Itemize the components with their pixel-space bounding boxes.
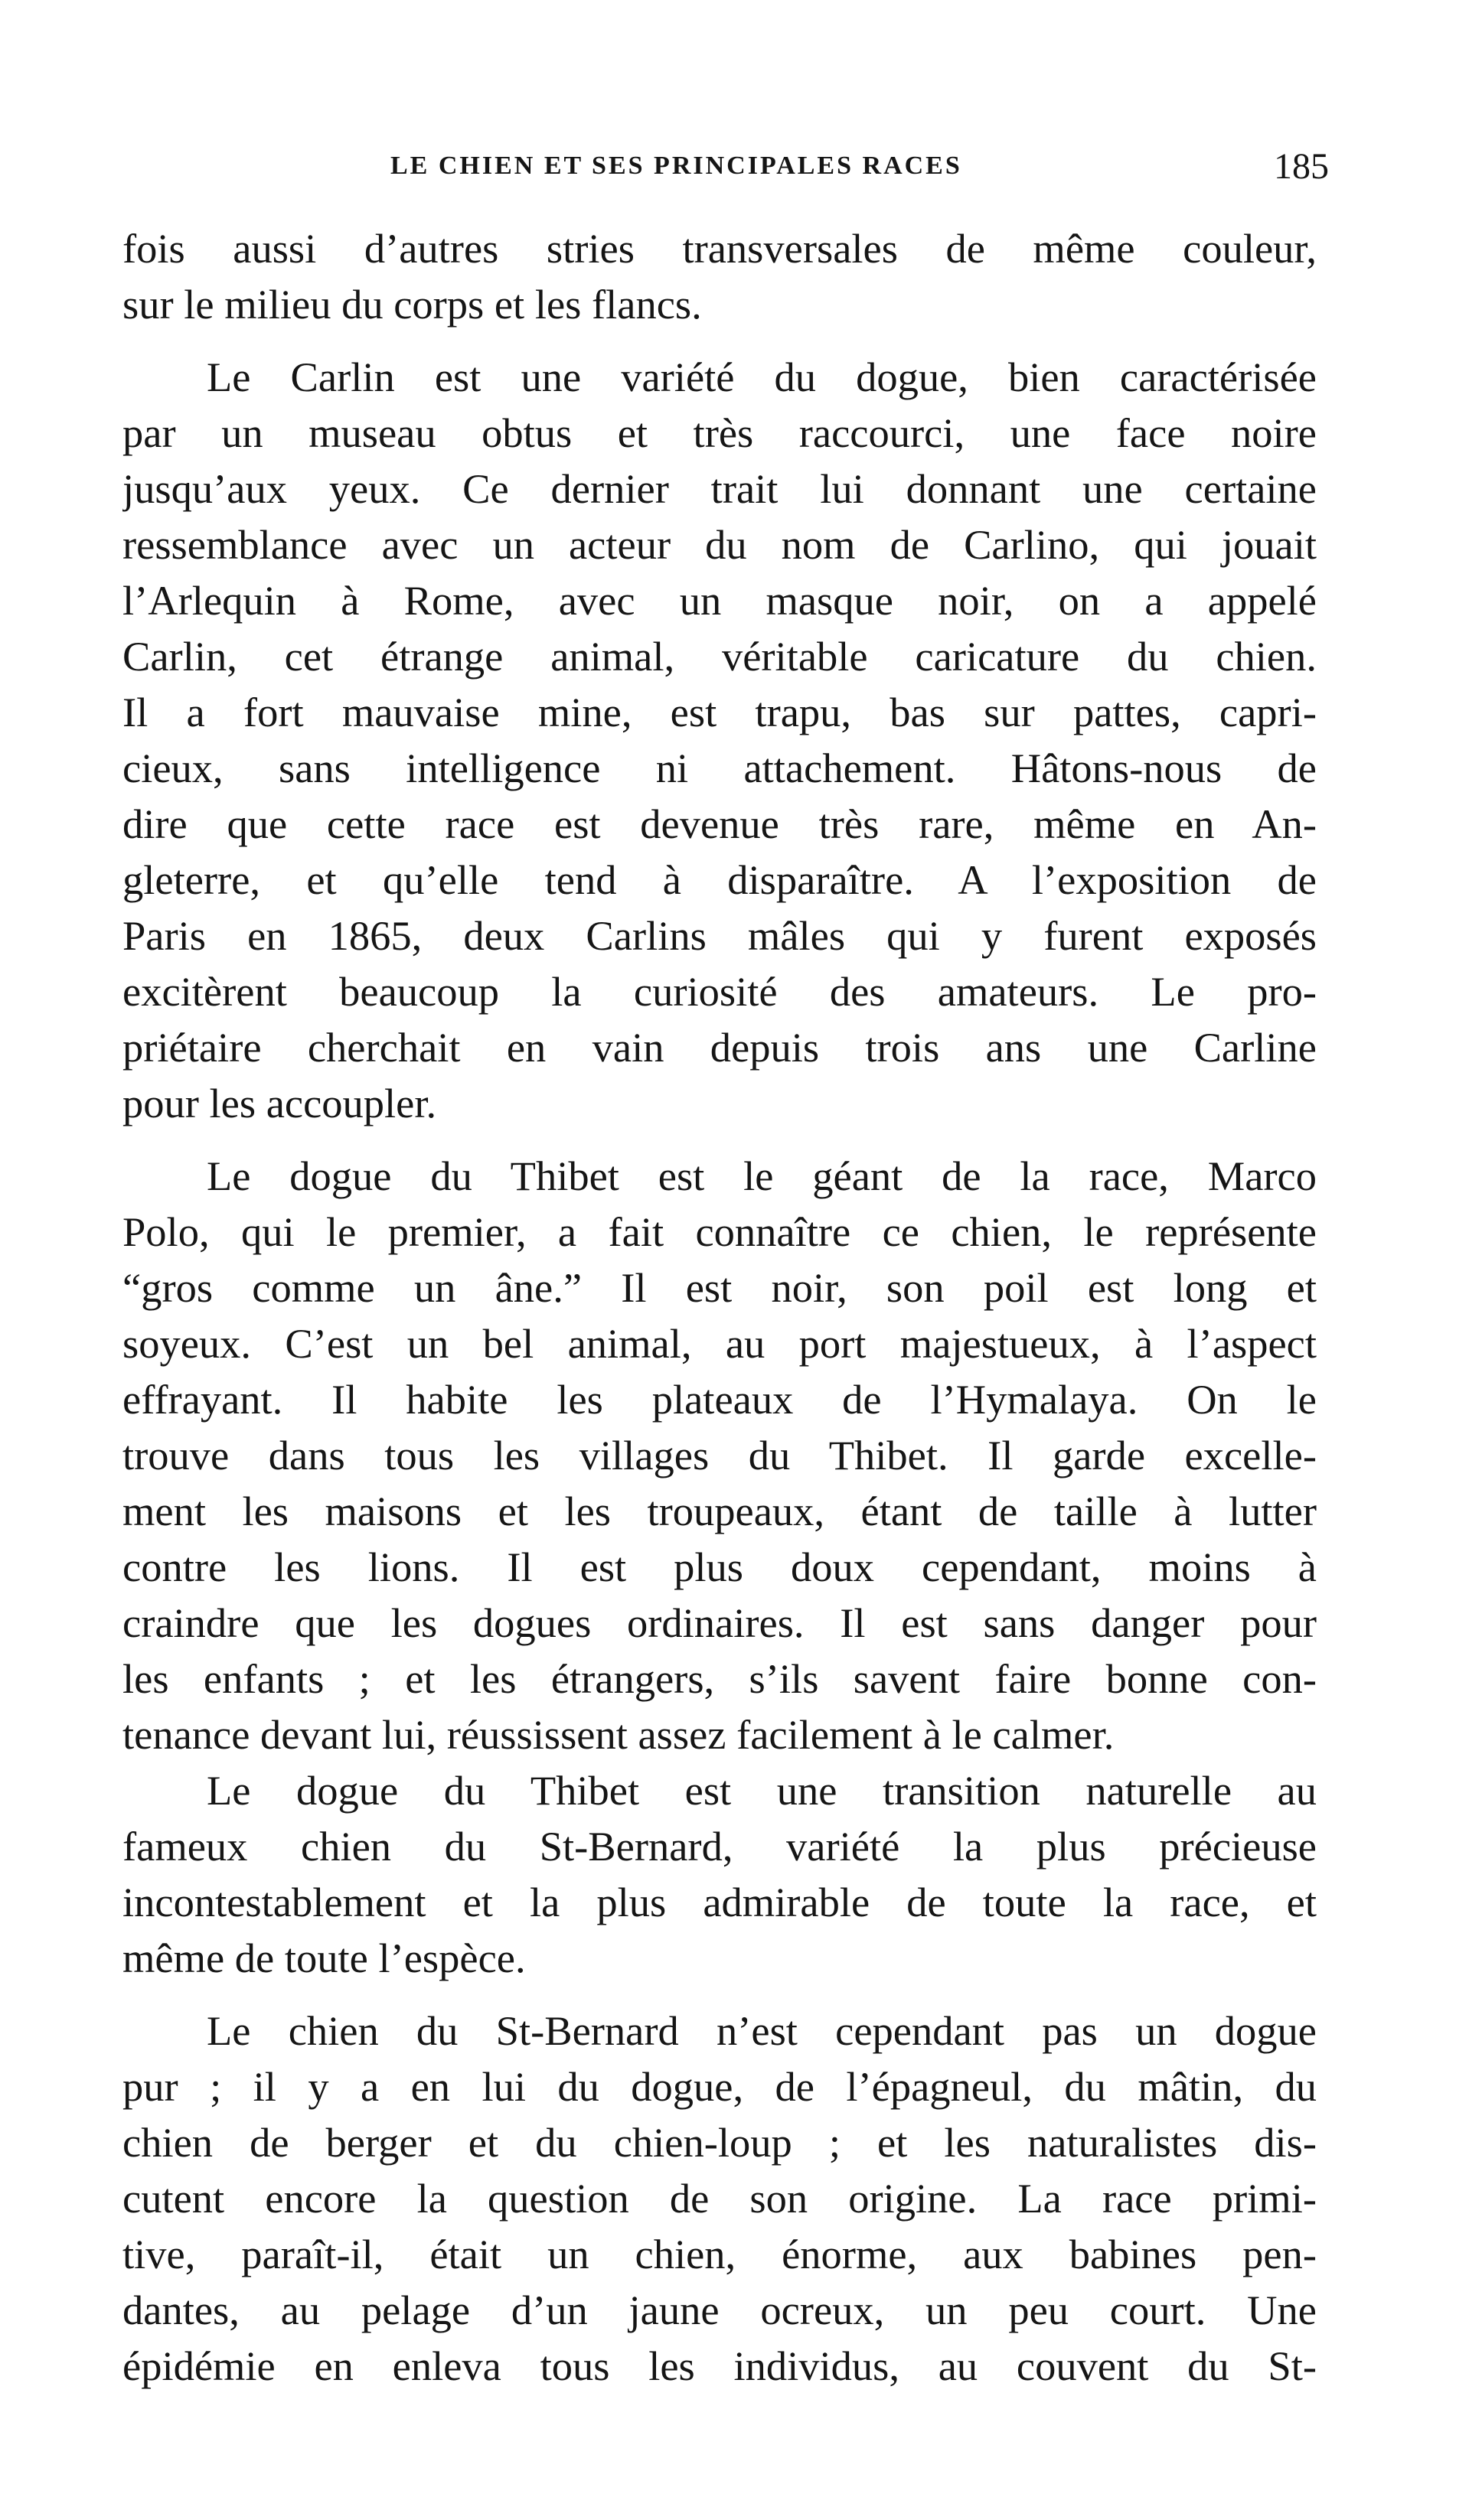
paragraph-carlin	[122, 349, 1317, 1131]
paragraph-dogue-thibet	[122, 1148, 1317, 1762]
paragraph-transition	[122, 1762, 1317, 1986]
text-line: pour les accoupler.	[122, 1080, 437, 1126]
text-line: Le dogue du Thibet est une transition naturelle au	[207, 1767, 1317, 1814]
text-line: ressemblance avec un acteur du nom de Carlino, qui jouait	[122, 521, 1317, 568]
text-line: Paris en 1865, deux Carlins mâles qui y furent exposés	[122, 912, 1317, 959]
text-line: l’Arlequin à Rome, avec un masque noir, on a appelé	[122, 577, 1317, 624]
text-line: “gros comme un âne.” Il est noir, son poil est long et	[122, 1264, 1317, 1311]
text-line: gleterre, et qu’elle tend à disparaître. A l’exposition de	[122, 856, 1317, 903]
text-line: Polo, qui le premier, a fait connaître ce chien, le représente	[122, 1208, 1317, 1255]
text-line: Le chien du St-Bernard n’est cependant pas un dogue	[207, 2007, 1317, 2054]
text-line: chien de berger et du chien-loup ; et les naturalistes dis-	[122, 2119, 1317, 2166]
text-line: Carlin, cet étrange animal, véritable caricature du chien.	[122, 633, 1317, 680]
text-line: épidémie en enleva tous les individus, au couvent du St-	[122, 2342, 1317, 2389]
text-line: même de toute l’espèce.	[122, 1935, 526, 1981]
text-line: cutent encore la question de son origine. La race primi-	[122, 2175, 1317, 2222]
text-line: sur le milieu du corps et les flancs.	[122, 281, 702, 328]
text-line: cieux, sans intelligence ni attachement. Hâtons-nous de	[122, 745, 1317, 791]
running-title: LE CHIEN ET SES PRINCIPALES RACES	[390, 152, 962, 180]
text-line: Il a fort mauvaise mine, est trapu, bas sur pattes, capri-	[122, 689, 1317, 735]
text-line: Le Carlin est une variété du dogue, bien caractérisée	[207, 354, 1317, 400]
text-line: priétaire cherchait en vain depuis trois ans une Carline	[122, 1024, 1317, 1071]
text-line: soyeux. C’est un bel animal, au port majestueux, à l’aspect	[122, 1320, 1317, 1367]
text-line: trouve dans tous les villages du Thibet. Il garde excelle-	[122, 1432, 1317, 1478]
text-line: contre les lions. Il est plus doux cependant, moins à	[122, 1544, 1317, 1590]
text-line: craindre que les dogues ordinaires. Il est sans danger pour	[122, 1599, 1317, 1646]
body-text	[122, 220, 1317, 2394]
text-line: dantes, au pelage d’un jaune ocreux, un peu court. Une	[122, 2287, 1317, 2333]
text-line: tenance devant lui, réussissent assez facilement à le calmer.	[122, 1711, 1115, 1758]
text-line: tive, paraît-il, était un chien, énorme, aux babines pen-	[122, 2231, 1317, 2277]
paragraph-st-bernard	[122, 2003, 1317, 2394]
text-line: fameux chien du St-Bernard, variété la plus précieuse	[122, 1823, 1317, 1870]
page-number: 185	[1274, 146, 1329, 187]
text-line: excitèrent beaucoup la curiosité des amateurs. Le pro-	[122, 968, 1317, 1015]
text-line: pur ; il y a en lui du dogue, de l’épagneul, du mâtin, du	[122, 2063, 1317, 2110]
text-line: fois aussi d’autres stries transversales de même couleur,	[122, 225, 1317, 272]
text-line: incontestablement et la plus admirable de toute la race, et	[122, 1879, 1317, 1925]
running-header	[115, 145, 1329, 191]
paragraph-continuation	[122, 220, 1317, 332]
text-line: ment les maisons et les troupeaux, étant de taille à lutter	[122, 1488, 1317, 1534]
text-line: jusqu’aux yeux. Ce dernier trait lui donnant une certaine	[122, 465, 1317, 512]
text-line: les enfants ; et les étrangers, s’ils savent faire bonne con-	[122, 1655, 1317, 1702]
text-line: Le dogue du Thibet est le géant de la race, Marco	[207, 1152, 1317, 1199]
text-line: effrayant. Il habite les plateaux de l’Hymalaya. On le	[122, 1376, 1317, 1423]
text-line: par un museau obtus et très raccourci, une face noire	[122, 409, 1317, 456]
text-line: dire que cette race est devenue très rare, même en An-	[122, 800, 1317, 847]
